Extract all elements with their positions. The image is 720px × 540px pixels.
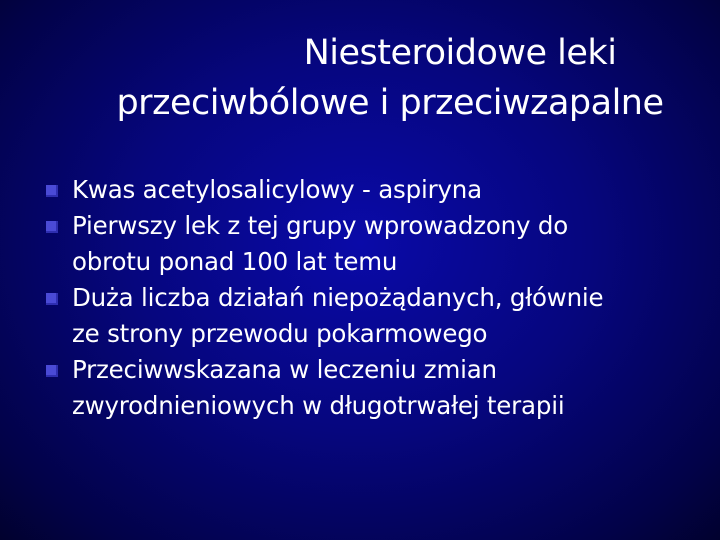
slide-title-line-2: przeciwbólowe i przeciwzapalne (116, 83, 664, 123)
bullet-text-line: Pierwszy lek z tej grupy wprowadzony do (72, 211, 569, 240)
bullet-list (46, 172, 716, 424)
bullet-text-line: obrotu ponad 100 lat temu (72, 247, 398, 276)
bullet-text-line: ze strony przewodu pokarmowego (72, 319, 488, 348)
bullet-text-line: Kwas acetylosalicylowy - aspiryna (72, 175, 482, 204)
bullet-text (72, 208, 716, 280)
bullet-item (46, 352, 716, 424)
bullet-item (46, 280, 716, 352)
square-bullet-icon (46, 293, 58, 305)
bullet-text (72, 352, 716, 424)
bullet-item (46, 172, 716, 208)
square-bullet-icon (46, 185, 58, 197)
bullet-text-line: Duża liczba działań niepożądanych, głównie (72, 283, 604, 312)
bullet-text-line: zwyrodnieniowych w długotrwałej terapii (72, 391, 565, 420)
square-bullet-icon (46, 365, 58, 377)
slide-title-line-1: Niesteroidowe leki (303, 33, 617, 73)
bullet-text-line: Przeciwwskazana w leczeniu zmian (72, 355, 497, 384)
bullet-item (46, 208, 716, 280)
bullet-text (72, 172, 716, 208)
square-bullet-icon (46, 221, 58, 233)
slide-title (60, 28, 720, 128)
bullet-text (72, 280, 716, 352)
